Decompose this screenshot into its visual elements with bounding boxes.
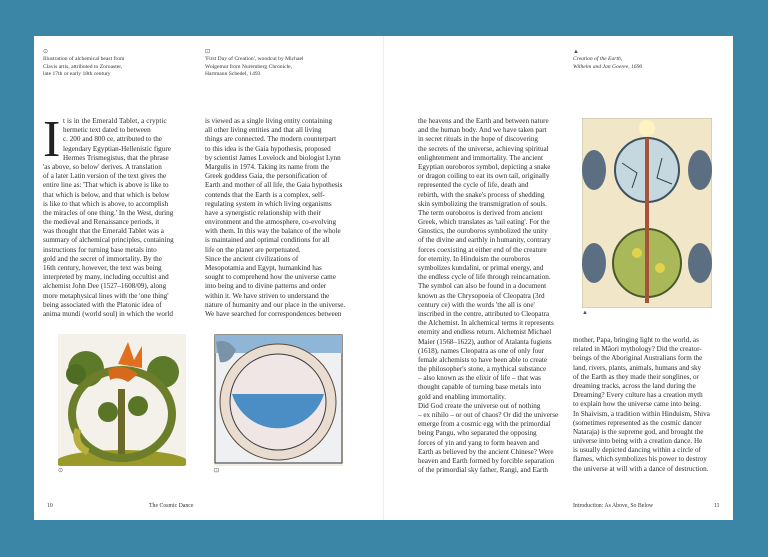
text-line: environment and the atmosphere, co-evolving <box>205 218 337 227</box>
text-line: regulating system in which living organisms <box>205 199 332 208</box>
text-line: have a synergistic relationship with their <box>205 208 321 217</box>
text-line: that which is below, and that which is below <box>43 190 170 199</box>
text-line: thought capable of turning base metals into <box>418 383 542 392</box>
text-line: Gnostics, the ouroboros symbolized the unity <box>418 227 548 236</box>
text-line: in secret rituals in the hope of discovering <box>418 135 538 144</box>
text-line: of the primordial sky father, Rangi, and Earth <box>418 466 548 475</box>
caption-line: Creation of the Earth, <box>573 56 623 62</box>
text-line: century ce) with the words 'the all is one' <box>418 300 535 309</box>
text-line: all other living entities and that all living <box>205 126 322 135</box>
caption-line: Wilhelm and Jan Goeree, 1690 <box>573 63 643 70</box>
text-line: interpreted by many, including occultist and <box>43 273 169 282</box>
text-line: nature of humanity and our place in the universe. <box>205 300 346 309</box>
first-day-creation-woodcut <box>214 334 343 466</box>
text-line: – also known as the elixir of life – that was <box>418 374 541 383</box>
text-line: of a later Latin version of the text gives the <box>43 172 167 181</box>
text-line: The term ouroboros is derived from ancient <box>418 208 543 217</box>
text-line: symbolizes kundalini, or primal energy, and <box>418 264 544 272</box>
text-line: things are connected. The modern counterpart <box>205 135 337 144</box>
text-line: gold and enabling immortality. <box>418 392 506 401</box>
text-line: being Pangu, who separated the opposing <box>418 429 537 438</box>
text-line: Mesopotamia and Egypt, humankind has <box>205 264 322 272</box>
text-line: represented the cycle of life, death and <box>418 181 529 190</box>
caption-first-day <box>205 48 304 79</box>
text-line: flames, which symbolizes his power to destroy <box>573 455 707 464</box>
text-line: Greek, which translates as 'tail eating'. For the <box>418 218 550 227</box>
text-line: or dragon coiling to eat its own tail, originally <box>418 172 550 181</box>
text-line: enlightenment and immortality. The ancient <box>418 153 543 162</box>
text-line: was thought that the Emerald Tablet was a <box>43 227 164 236</box>
text-line: mother, Papa, bringing light to the world, as <box>573 336 699 344</box>
text-line: with them. In this way the balance of the whole <box>205 227 341 236</box>
text-line: rebirth, with the snake's process of shedding <box>418 190 545 199</box>
text-line: the endless cycle of life through reincarnation. <box>418 273 551 282</box>
running-head-right: Introduction: As Above, So Below <box>573 503 654 509</box>
text-column-3 <box>418 117 568 475</box>
text-line: life on the planet are perpetuated. <box>205 245 301 254</box>
text-line: related in Māori mythology? Did the creator- <box>573 345 702 354</box>
text-line: (1618), names Cleopatra as one of only four <box>418 346 545 355</box>
image-marker-icon: ▲ <box>582 310 588 316</box>
text-line: of the divine and earthly in humanity, contrary <box>418 236 551 245</box>
text-line: anima mundi (world soul) in which the world <box>43 309 173 318</box>
caption-line: Illustration of alchemical beast from <box>43 56 125 62</box>
caption-ouroboros <box>43 48 124 79</box>
image-marker-icon: ⊙ <box>58 468 64 474</box>
text-line: known as the Chrysopoeia of Cleopatra (3rd <box>418 291 545 300</box>
text-line: the miracles of one thing.' In the West, during <box>43 208 174 217</box>
text-line: Hermes Trismegistus, that the phrase <box>63 153 169 162</box>
caption-line: late 17th or early 18th century <box>43 71 111 78</box>
text-line: Since the ancient civilizations of <box>205 254 299 263</box>
text-line: of the Earth as they made their songlines, or <box>573 372 699 381</box>
text-line: c. 200 and 800 ce, attributed to the <box>63 135 162 144</box>
text-line: is maintained and optimal conditions for all <box>205 236 330 245</box>
text-line: summary of alchemical principles, containing <box>43 236 174 245</box>
text-line: within it. We have striven to understand the <box>205 291 330 300</box>
text-column-2 <box>205 117 360 319</box>
text-line: forces coexisting at either end of the creature <box>418 245 547 254</box>
text-column-4 <box>573 336 728 474</box>
text-line: the Alchemist. In alchemical terms it represents <box>418 319 554 328</box>
text-line: t is in the Emerald Tablet, a cryptic <box>63 117 167 125</box>
text-line: is viewed as a single living entity containing <box>205 117 333 125</box>
caption-line: Hartmann Schedel, 1493 <box>205 71 261 78</box>
text-line: into being and to divine patterns and order <box>205 282 327 291</box>
text-line: dreaming tracks, across the land during the <box>573 381 696 390</box>
text-line: Margulis in 1974. Taking its name from the <box>205 162 330 171</box>
text-line: – ex nihilo – or out of chaos? Or did the universe <box>418 411 559 419</box>
text-line: Nataraja) is the supreme god, and brought the <box>573 427 704 436</box>
text-line: for eternity. In Hinduism the ouroboros <box>418 254 531 263</box>
text-line: In Shaivism, a tradition within Hinduism, Shiva <box>573 409 710 418</box>
text-line: (sometimes represented as the cosmic dancer <box>573 418 702 427</box>
text-line: We have searched for correspondences between <box>205 309 342 318</box>
text-line: Dreaming? Every culture has a creation myth <box>573 391 703 400</box>
text-line: alchemist John Dee (1527–1608/09), along <box>43 282 167 291</box>
page-number-left: 10 <box>47 503 53 509</box>
text-line: entire line as: 'That which is above is like to <box>43 181 169 190</box>
spine-divider <box>383 36 384 520</box>
text-line: the heavens and the Earth and between nature <box>418 117 549 125</box>
text-line: eternity and endless return. Alchemist Michael <box>418 328 552 337</box>
text-line: by scientist James Lovelock and biologist Lynn <box>205 153 341 162</box>
text-line: contends that the Earth is a complex, self- <box>205 190 325 199</box>
text-line: skin symbolizing the transmigration of souls. <box>418 199 547 208</box>
caption-line: Clavis artis, attributed to Zoroaster, <box>43 63 123 70</box>
text-line: 16th century, however, the text was being <box>43 264 162 272</box>
text-line: heaven and Earth formed by forcible separation <box>418 456 555 465</box>
image-marker-icon: ⊡ <box>214 468 220 474</box>
text-line: to this idea is the Gaia hypothesis, proposed <box>205 144 331 153</box>
text-line: sought to comprehend how the universe came <box>205 273 336 282</box>
text-line: 'as above, so below' derives. A translation <box>43 162 162 171</box>
text-column-1 <box>43 111 193 319</box>
text-line: being associated with the Platonic idea of <box>43 300 162 309</box>
text-line: gold and the secret of immortality. By the <box>43 254 162 263</box>
text-line: the medieval and Renaissance periods, it <box>43 218 160 227</box>
text-line: universe into being with a creation dance. He <box>573 437 703 446</box>
text-line: the universe at will with a dance of destruction. <box>573 464 709 473</box>
text-line: to explain how the universe came into being. <box>573 400 702 409</box>
text-line: Maier (1568–1622), author of Atalanta fugiens <box>418 337 552 346</box>
text-line: the philosopher's stone, a mythical substance <box>418 365 547 374</box>
text-line: emerge from a cosmic egg with the primordial <box>418 420 551 429</box>
caption-creation-earth <box>573 48 642 71</box>
caption-marker-icon: ⊙ <box>43 49 49 55</box>
text-line: Did God create the universe out of nothing <box>418 401 541 410</box>
text-line: Earth and mother of all life, the Gaia hypothesis <box>205 181 343 190</box>
text-line: instructions for turning base metals into <box>43 245 157 254</box>
text-line: beings of the Aboriginal Australians form the <box>573 354 703 363</box>
text-line: The symbol can also be found in a document <box>418 282 547 291</box>
text-line: is usually depicted dancing within a circle of <box>573 446 701 455</box>
page-number-right: 11 <box>714 503 720 509</box>
caption-line: 'First Day of Creation', woodcut by Michael <box>205 56 304 62</box>
text-line: land, rivers, plants, animals, humans and sky <box>573 363 702 372</box>
text-line: and the human body. And we have taken part <box>418 126 547 135</box>
text-line: Egyptian ouroboros symbol, depicting a snake <box>418 162 551 171</box>
caption-marker-icon: ▲ <box>573 49 579 55</box>
text-line: legendary Egyptian-Hellenistic figure <box>63 144 171 153</box>
text-line: hermetic text dated to between <box>63 126 151 135</box>
text-line: female alchemists to have been able to create <box>418 355 548 364</box>
text-line: more metaphysical lines with the 'one thing' <box>43 291 169 300</box>
text-line: inscribed in the centre, attributed to Cleopatra <box>418 309 550 318</box>
text-line: Earth as believed by the ancient Chinese? Were <box>418 447 554 456</box>
ouroboros-illustration <box>58 334 186 466</box>
caption-marker-icon: ⊡ <box>205 49 211 55</box>
running-head-left: The Cosmic Dance <box>149 503 194 509</box>
caption-line: Wolgemut from Nuremberg Chronicle, <box>205 63 293 70</box>
creation-of-earth-engraving <box>582 118 712 308</box>
text-line: Greek goddess Gaia, the personification of <box>205 172 328 181</box>
text-line: the secrets of the universe, achieving spiritual <box>418 144 549 153</box>
text-line: is like to that which is above, to accomplish <box>43 199 169 208</box>
drop-cap: I <box>43 111 61 168</box>
text-line: forces of yin and yang to form heaven and <box>418 438 539 447</box>
